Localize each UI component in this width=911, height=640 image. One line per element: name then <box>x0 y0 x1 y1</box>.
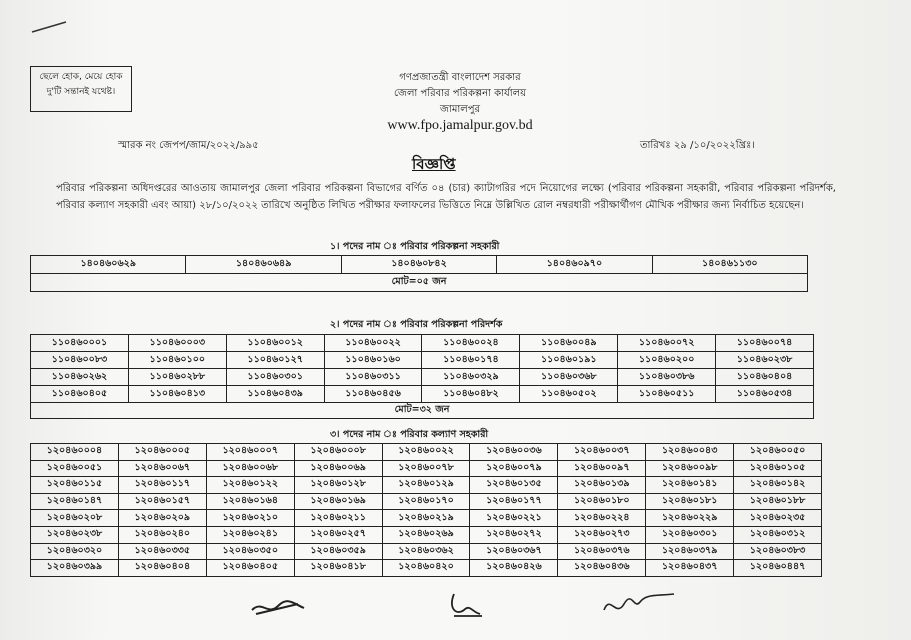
roll-number-cell: ১২০৪৬০০০৮ <box>294 444 382 461</box>
signature-3-icon <box>600 590 680 620</box>
roll-number-cell: ১১০৪৬০০১২ <box>226 335 324 352</box>
roll-number-cell: ১১০৪৬০২৬২ <box>31 369 129 386</box>
roll-number-cell: ১২০৪৬০০৩৬ <box>470 444 558 461</box>
roll-number-cell: ১৪০৪৬০৬৪৯ <box>186 256 341 274</box>
roll-number-cell: ১১০৪৬০৫৩৪ <box>716 386 814 403</box>
roll-number-cell: ১২০৪৬০০৫০ <box>734 444 822 461</box>
roll-number-cell: ১৪০৪৬০৬২৯ <box>31 256 186 274</box>
roll-number-cell: ১২০৪৬০০০৫ <box>118 444 206 461</box>
table-row <box>31 460 822 477</box>
roll-number-cell: ১২০৪৬০৪৩৭ <box>646 560 734 577</box>
roll-number-cell: ১২০৪৬০১২৯ <box>382 477 470 494</box>
roll-number-cell: ১২০৪৬০০৬৮ <box>206 460 294 477</box>
roll-number-cell: ১১০৪৬০৪৩৯ <box>226 386 324 403</box>
roll-number-cell: ১৪০৪৬১১৩০ <box>652 256 807 274</box>
roll-number-cell: ১১০৪৬০০৭৪ <box>716 335 814 352</box>
roll-number-cell: ১২০৪৬০০২২ <box>382 444 470 461</box>
total-count: মোট=৩২ জন <box>31 403 814 419</box>
roll-number-cell: ১২০৪৬০০৫১ <box>31 460 119 477</box>
roll-number-cell: ১২০৪৬০২৪০ <box>118 526 206 543</box>
roll-number-cell: ১১০৪৬০২৩৮ <box>716 352 814 369</box>
roll-number-cell: ১২০৪৬০২২৪ <box>558 510 646 527</box>
section-2-table <box>30 334 814 419</box>
roll-number-cell: ১১০৪৬০৩১১ <box>324 369 422 386</box>
roll-number-cell: ১১০৪৬০১৯১ <box>520 352 618 369</box>
roll-number-cell: ১২০৪৬০১৮৮ <box>734 493 822 510</box>
signature-2-icon <box>446 590 486 620</box>
roll-number-cell: ১২০৪৬০১৩৫ <box>470 477 558 494</box>
roll-number-cell: ১২০৪৬০২৬৯ <box>382 526 470 543</box>
roll-number-cell: ১১০৪৬০০২২ <box>324 335 422 352</box>
roll-number-cell: ১১০৪৬০১০০ <box>128 352 226 369</box>
header-office: জেলা পরিবার পরিকল্পনা কার্যালয় <box>393 88 527 99</box>
roll-number-cell: ১২০৪৬০১৫৭ <box>118 493 206 510</box>
section-1-title: ১। পদের নাম ঃ পরিবার পরিকল্পনা সহকারী <box>330 241 500 252</box>
roll-number-cell: ১২০৪৬০৪২৬ <box>470 560 558 577</box>
roll-number-cell: ১২০৪৬০২৫৭ <box>294 526 382 543</box>
roll-number-cell: ১২০৪৬০১১৫ <box>31 477 119 494</box>
roll-number-cell: ১১০৪৬০৩৮৬ <box>618 369 716 386</box>
roll-number-cell: ১২০৪৬০১৪৭ <box>31 493 119 510</box>
roll-number-cell: ১২০৪৬০৪৩৬ <box>558 560 646 577</box>
roll-number-cell: ১১০৪৬০৪৮২ <box>422 386 520 403</box>
header-district: জামালপুর <box>439 104 481 115</box>
roll-number-cell: ১৪০৪৬০৯৭০ <box>497 256 652 274</box>
roll-number-cell: ১২০৪৬০০৯৭ <box>558 460 646 477</box>
table-row <box>31 369 814 386</box>
memo-number: স্মারক নং জেপপ/জাম/২০২২/৯৯৫ <box>118 140 259 151</box>
roll-number-cell: ১২০৪৬০৩৭৬ <box>558 543 646 560</box>
roll-number-cell: ১২০৪৬০২২১ <box>470 510 558 527</box>
table-row <box>31 493 822 510</box>
roll-number-cell: ১২০৪৬০৩৬৭ <box>470 543 558 560</box>
total-row <box>31 403 814 419</box>
roll-number-cell: ১২০৪৬০১২২ <box>206 477 294 494</box>
roll-number-cell: ১২০৪৬০০৭৯ <box>470 460 558 477</box>
header-website[interactable]: www.fpo.jamalpur.gov.bd <box>387 118 533 133</box>
section-3-title: ৩। পদের নাম ঃ পরিবার কল্যাণ সহকারী <box>330 429 489 440</box>
table-row <box>31 510 822 527</box>
roll-number-cell: ১১০৪৬০৪১৩ <box>128 386 226 403</box>
table-row <box>31 352 814 369</box>
roll-number-cell: ১২০৪৬০১৭৭ <box>470 493 558 510</box>
roll-number-cell: ১২০৪৬০৩১২ <box>734 526 822 543</box>
roll-number-cell: ১২০৪৬০৩৫৯ <box>294 543 382 560</box>
roll-number-cell: ১১০৪৬০০৭২ <box>618 335 716 352</box>
roll-number-cell: ১২০৪৬০২৭২ <box>470 526 558 543</box>
table-row <box>31 335 814 352</box>
roll-number-cell: ১২০৪৬০৪৪৭ <box>734 560 822 577</box>
pen-mark-icon <box>30 20 70 34</box>
roll-number-cell: ১২০৪৬০৪০৫ <box>206 560 294 577</box>
roll-number-cell: ১২০৪৬০৩৫০ <box>206 543 294 560</box>
roll-number-cell: ১২০৪৬০১৮১ <box>646 493 734 510</box>
roll-number-cell: ১২০৪৬০১৭০ <box>382 493 470 510</box>
table-row <box>31 386 814 403</box>
roll-number-cell: ১১০৪৬০৪০৫ <box>31 386 129 403</box>
notice-body: পরিবার পরিকল্পনা অধিদপ্তরের আওতায় জামালপুর জেলা পরিবার পরিকল্পনা বিভাগের বর্ণিত ০৪ (চার) ক্যাটাগরির পদে নিয়োগের লক্ষ্যে (পরিবার পরিকল্পনা সহকারী, পরিবার পরিকল্পনা পরিদর্শক, পরিবার কল্যাণ সহকারী এবং আয়া) ২৮/১০/২০২২ তারিখে অনুষ্ঠিত লিখিত পরীক্ষার ফলাফলের ভিত্তিতে নিম্নে উল্লিখিত রোল নম্বরধারী পরীক্ষার্থীগণ মৌখিক পরীক্ষার জন্য নির্বাচিত হয়েছেন। <box>56 183 836 211</box>
roll-number-cell: ১২০৪৬০২০৮ <box>31 510 119 527</box>
roll-number-cell: ১৪০৪৬০৮৪২ <box>341 256 496 274</box>
roll-number-cell: ১২০৪৬০২১৯ <box>382 510 470 527</box>
roll-number-cell: ১২০৪৬০১৬৪ <box>206 493 294 510</box>
roll-number-cell: ১২০৪৬০১৪১ <box>646 477 734 494</box>
table-row <box>31 560 822 577</box>
roll-number-cell: ১২০৪৬০২১১ <box>294 510 382 527</box>
roll-number-cell: ১১০৪৬০০২৪ <box>422 335 520 352</box>
roll-number-cell: ১২০৪৬০২৩৮ <box>31 526 119 543</box>
roll-number-cell: ১২০৪৬০২১০ <box>206 510 294 527</box>
roll-number-cell: ১২০৪৬০০০৪ <box>31 444 119 461</box>
roll-number-cell: ১২০৪৬০৩৭৯ <box>646 543 734 560</box>
roll-number-cell: ১২০৪৬০৩২০ <box>31 543 119 560</box>
roll-number-cell: ১২০৪৬০৩৯৯ <box>31 560 119 577</box>
roll-number-cell: ১১০৪৬০০৪৯ <box>520 335 618 352</box>
roll-number-cell: ১১০৪৬০২০০ <box>618 352 716 369</box>
roll-number-cell: ১২০৪৬০৩৮৩ <box>734 543 822 560</box>
roll-number-cell: ১২০৪৬০১৪২ <box>734 477 822 494</box>
roll-number-cell: ১২০৪৬০৩০১ <box>646 526 734 543</box>
roll-number-cell: ১১০৪৬০৫০২ <box>520 386 618 403</box>
total-count: মোট=০৫ জন <box>31 274 808 292</box>
table-row <box>31 526 822 543</box>
roll-number-cell: ১২০৪৬০০৪৩ <box>646 444 734 461</box>
roll-number-cell: ১২০৪৬০৩৬২ <box>382 543 470 560</box>
section-2-title: ২। পদের নাম ঃ পরিবার পরিকল্পনা পরিদর্শক <box>330 319 503 330</box>
roll-number-cell: ১১০৪৬০২৮৮ <box>128 369 226 386</box>
roll-number-cell: ১২০৪৬০৪২০ <box>382 560 470 577</box>
roll-number-cell: ১২০৪৬০১৩৯ <box>558 477 646 494</box>
notice-date: তারিখঃ ২৯ /১০/২০২২খ্রিঃ। <box>640 140 755 151</box>
table-row <box>31 444 822 461</box>
roll-number-cell: ১২০৪৬০১০৫ <box>734 460 822 477</box>
roll-number-cell: ১১০৪৬০৪০৪ <box>716 369 814 386</box>
header-government: গণপ্রজাতন্ত্রী বাংলাদেশ সরকার <box>399 72 521 83</box>
table-row <box>31 256 808 274</box>
slogan-box: ছেলে হোক, মেয়ে হোক দু'টি সন্তানই যথেষ্ট। <box>30 66 132 112</box>
signature-1-icon <box>248 596 308 620</box>
roll-number-cell: ১২০৪৬০২৪১ <box>206 526 294 543</box>
roll-number-cell: ১২০৪৬০২৭৩ <box>558 526 646 543</box>
roll-number-cell: ১১০৪৬০৫১১ <box>618 386 716 403</box>
roll-number-cell: ১২০৪৬০৪০৪ <box>118 560 206 577</box>
roll-number-cell: ১২০৪৬০৩৩৫ <box>118 543 206 560</box>
roll-number-cell: ১২০৪৬০১১৭ <box>118 477 206 494</box>
section-3-table <box>30 443 822 577</box>
roll-number-cell: ১২০৪৬০২৩৫ <box>734 510 822 527</box>
roll-number-cell: ১১০৪৬০১৬০ <box>324 352 422 369</box>
roll-number-cell: ১২০৪৬০২০৯ <box>118 510 206 527</box>
roll-number-cell: ১২০৪৬০৪১৮ <box>294 560 382 577</box>
roll-number-cell: ১২০৪৬০১২৮ <box>294 477 382 494</box>
roll-number-cell: ১১০৪৬০৩৬৮ <box>520 369 618 386</box>
total-row <box>31 274 808 292</box>
roll-number-cell: ১১০৪৬০৩০১ <box>226 369 324 386</box>
roll-number-cell: ১২০৪৬০০৬৭ <box>118 460 206 477</box>
roll-number-cell: ১২০৪৬০১৮০ <box>558 493 646 510</box>
section-1-table <box>30 255 808 292</box>
roll-number-cell: ১১০৪৬০০৮৩ <box>31 352 129 369</box>
roll-number-cell: ১২০৪৬০০৩৭ <box>558 444 646 461</box>
roll-number-cell: ১২০৪৬০০০৭ <box>206 444 294 461</box>
roll-number-cell: ১২০৪৬০০৭৮ <box>382 460 470 477</box>
page-title: বিজ্ঞপ্তি <box>412 155 456 173</box>
roll-number-cell: ১২০৪৬০২২৯ <box>646 510 734 527</box>
roll-number-cell: ১২০৪৬০০৯৮ <box>646 460 734 477</box>
roll-number-cell: ১১০৪৬০০০১ <box>31 335 129 352</box>
roll-number-cell: ১১০৪৬০৪৫৬ <box>324 386 422 403</box>
roll-number-cell: ১১০৪৬০১৭৪ <box>422 352 520 369</box>
table-row <box>31 477 822 494</box>
roll-number-cell: ১১০৪৬০০০৩ <box>128 335 226 352</box>
roll-number-cell: ১১০৪৬০১২৭ <box>226 352 324 369</box>
roll-number-cell: ১১০৪৬০৩২৯ <box>422 369 520 386</box>
roll-number-cell: ১২০৪৬০১৬৯ <box>294 493 382 510</box>
roll-number-cell: ১২০৪৬০০৬৯ <box>294 460 382 477</box>
table-row <box>31 543 822 560</box>
